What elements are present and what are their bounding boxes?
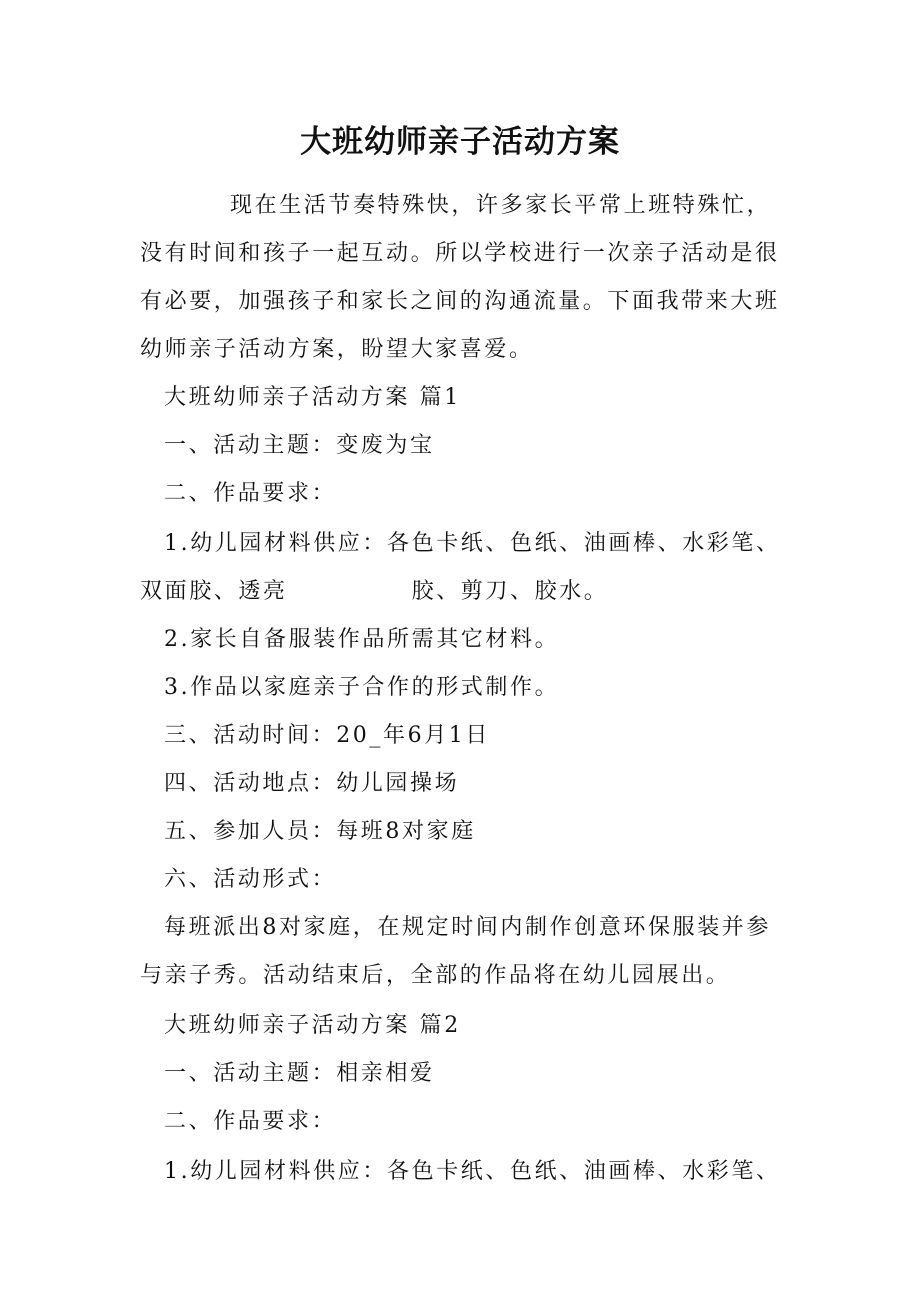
intro-line-4: 幼师亲子活动方案，盼望大家喜爱。 <box>140 337 534 362</box>
section1-req1-line1: 1.幼儿园材料供应：各色卡纸、色纸、油画棒、水彩笔、 <box>164 531 781 556</box>
section1-time: 三、活动时间：20_年6月1日 <box>164 723 490 748</box>
intro-line-1: 现在生活节奏特殊快，许多家长平常上班特殊忙， <box>230 193 772 218</box>
intro-line-2: 没有时间和孩子一起互动。所以学校进行一次亲子活动是很 <box>140 241 780 266</box>
section1-req3: 3.作品以家庭亲子合作的形式制作。 <box>164 675 560 700</box>
section2-requirements-heading: 二、作品要求： <box>164 1109 337 1134</box>
section1-form-line2: 与亲子秀。活动结束后，全部的作品将在幼儿园展出。 <box>140 963 731 988</box>
intro-line-3: 有必要，加强孩子和家长之间的沟通流量。下面我带来大班 <box>140 289 780 314</box>
section1-req1-line2 <box>140 576 608 608</box>
document-title: 大班幼师亲子活动方案 <box>300 124 620 160</box>
section2-theme: 一、活动主题：相亲相爱 <box>164 1061 435 1086</box>
section1-req2: 2.家长自备服装作品所需其它材料。 <box>164 627 560 652</box>
section2-req1-line1: 1.幼儿园材料供应：各色卡纸、色纸、油画棒、水彩笔、 <box>164 1159 781 1184</box>
section1-heading: 大班幼师亲子活动方案 篇1 <box>164 385 461 410</box>
section1-req1-line2-part-b: 胶、剪刀、胶水。 <box>411 579 609 604</box>
section1-requirements-heading: 二、作品要求： <box>164 481 337 506</box>
section1-place: 四、活动地点：幼儿园操场 <box>164 771 460 796</box>
section1-form-heading: 六、活动形式： <box>164 867 337 892</box>
section1-participants: 五、参加人员：每班8对家庭 <box>164 819 476 844</box>
section1-form-line1: 每班派出8对家庭，在规定时间内制作创意环保服装并参 <box>164 915 771 940</box>
section2-heading: 大班幼师亲子活动方案 篇2 <box>164 1013 461 1038</box>
section1-req1-line2-part-a: 双面胶、透亮 <box>140 579 288 604</box>
section1-theme: 一、活动主题：变废为宝 <box>164 433 435 458</box>
